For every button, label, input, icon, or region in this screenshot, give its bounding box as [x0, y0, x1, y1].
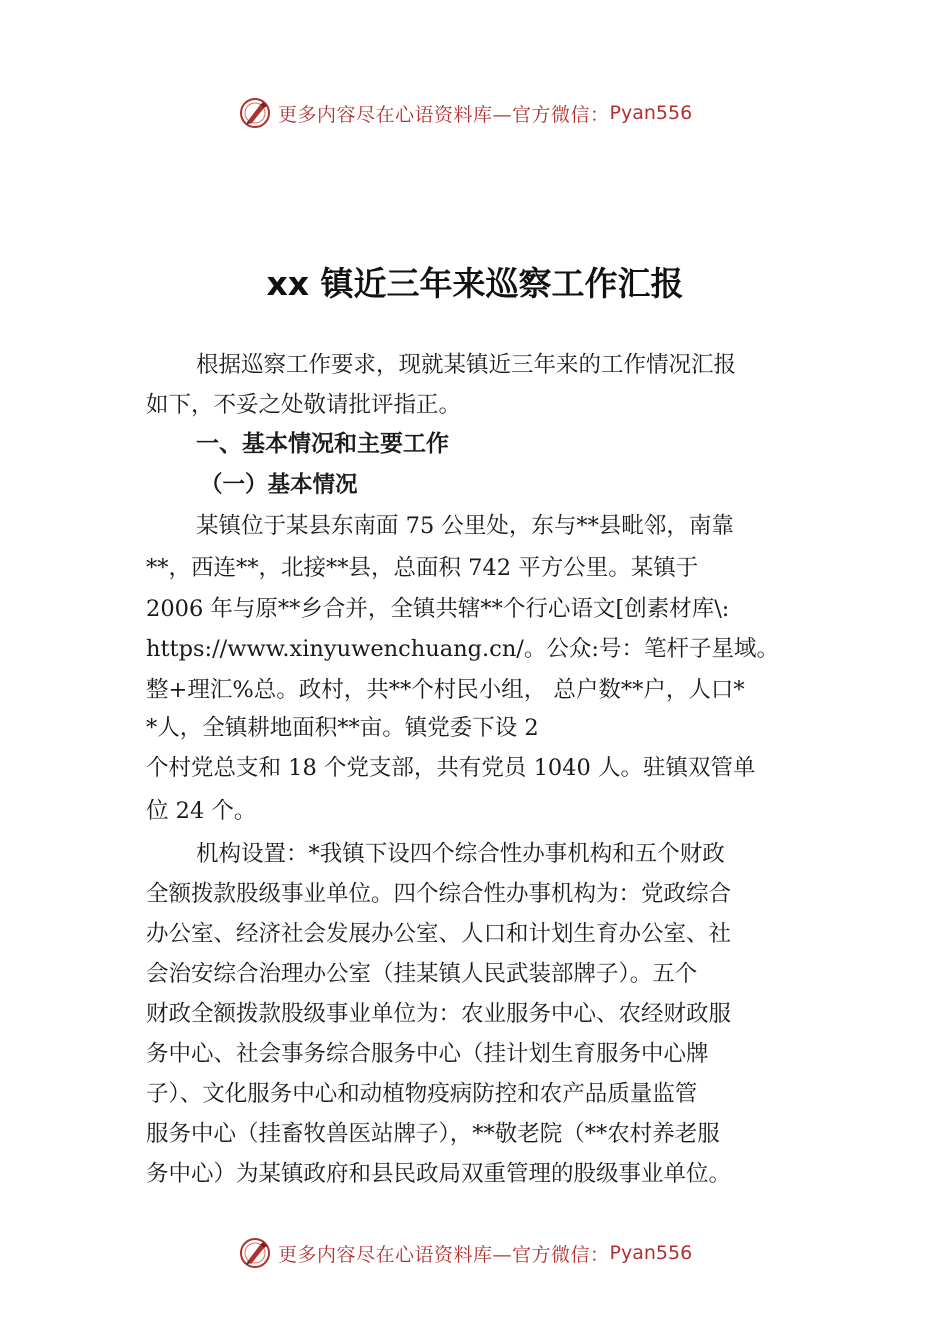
wechat-id: Pyan556 — [609, 1242, 693, 1264]
paragraph-line: 全额拨款股级事业单位。四个综合性办事机构为：党政综合 — [146, 881, 732, 907]
paragraph-line: 个村党总支和 18 个党支部，共有党员 1040 人。驻镇双管单 — [146, 755, 756, 781]
paragraph-line: 整+理汇%总。政村，共**个村民小组， 总户数**户，人口* — [146, 677, 745, 703]
paragraph-line: 务中心、社会事务综合服务中心（挂计划生育服务中心牌 — [146, 1041, 709, 1067]
paragraph-line: 机构设置：*我镇下设四个综合性办事机构和五个财政 — [196, 841, 725, 867]
footer-banner — [0, 1233, 950, 1273]
pen-nib-seal-icon — [238, 96, 272, 130]
section-heading: 一、基本情况和主要工作 — [196, 431, 449, 457]
wechat-id: Pyan556 — [609, 102, 693, 124]
paragraph-line: **，西连**，北接**县，总面积 742 平方公里。某镇于 — [146, 555, 699, 581]
header-banner — [0, 93, 950, 133]
subsection-heading: （一）基本情况 — [200, 472, 358, 498]
paragraph-line: 子）、文化服务中心和动植物疫病防控和农产品质量监管 — [146, 1081, 698, 1107]
paragraph-line: 根据巡察工作要求，现就某镇近三年来的工作情况汇报 — [196, 352, 737, 378]
paragraph-line: 会治安综合治理办公室（挂某镇人民武装部牌子）。五个 — [146, 961, 698, 987]
paragraph-line: https://www.xinyuwenchuang.cn/。公众:号：笔杆子星域。 — [146, 636, 779, 662]
paragraph-line: 位 24 个。 — [146, 798, 257, 824]
pen-nib-seal-icon — [238, 1236, 272, 1270]
banner-content — [238, 1233, 692, 1273]
banner-text: 更多内容尽在心语资料库—官方微信： — [278, 1243, 610, 1266]
paragraph-line: 务中心）为某镇政府和县民政局双重管理的股级事业单位。 — [146, 1161, 732, 1187]
banner-content — [238, 93, 692, 133]
paragraph-line: 如下，不妥之处敬请批评指正。 — [146, 392, 462, 418]
banner-text: 更多内容尽在心语资料库—官方微信： — [278, 103, 610, 126]
paragraph-line: 办公室、经济社会发展办公室、人口和计划生育办公室、社 — [146, 921, 732, 947]
paragraph-line: 财政全额拨款股级事业单位为：农业服务中心、农经财政服 — [146, 1001, 732, 1027]
paragraph-line: *人，全镇耕地面积**亩。镇党委下设 2 — [146, 715, 539, 741]
paragraph-line: 服务中心（挂畜牧兽医站牌子），**敬老院（**农村养老服 — [146, 1121, 720, 1147]
paragraph-line: 某镇位于某县东南面 75 公里处，东与**县毗邻，南靠 — [196, 513, 734, 539]
document-title: xx 镇近三年来巡察工作汇报 — [266, 264, 684, 303]
paragraph-line: 2006 年与原**乡合并，全镇共辖**个行心语文[创素材库\: — [146, 596, 730, 622]
